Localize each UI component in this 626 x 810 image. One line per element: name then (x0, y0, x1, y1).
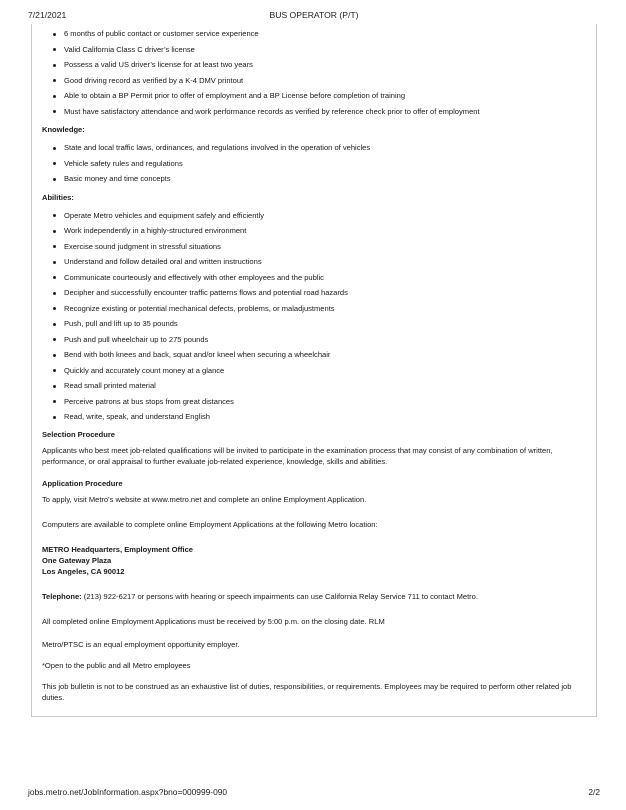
list-item: Exercise sound judgment in stressful situations (64, 239, 582, 255)
list-item: State and local traffic laws, ordinances, and regulations involved in the operation of vehicles (64, 140, 582, 156)
job-bulletin-content (31, 24, 597, 717)
apply-instructions: To apply, visit Metro's website at www.metro.net and complete an online Employment Application. (42, 494, 367, 504)
application-procedure-heading: Application Procedure (42, 478, 123, 488)
list-item: Bend with both knees and back, squat and/or kneel when securing a wheelchair (64, 347, 582, 363)
telephone-text: (213) 922-6217 or persons with hearing or speech impairments can use California Relay Service 711 to contact Metro. (81, 591, 478, 601)
list-item: Possess a valid US driver’s license for at least two years (64, 57, 582, 73)
list-item: Quickly and accurately count money at a glance (64, 363, 582, 379)
list-item: Vehicle safety rules and regulations (64, 156, 582, 172)
address-line: METRO Headquarters, Employment Office (42, 544, 193, 554)
job-bulletin-body (42, 24, 582, 713)
page-number: 2/2 (588, 787, 600, 797)
list-item: Read small printed material (64, 378, 582, 394)
list-item: Perceive patrons at bus stops from great distances (64, 394, 582, 410)
abilities-heading: Abilities: (42, 192, 74, 202)
qualifications-list (42, 26, 582, 119)
print-date: 7/21/2021 (28, 10, 67, 20)
telephone-label: Telephone: (42, 591, 82, 601)
list-item: Communicate courteously and effectively with other employees and the public (64, 270, 582, 286)
list-item: Recognize existing or potential mechanical defects, problems, or maladjustments (64, 301, 582, 317)
page-url: jobs.metro.net/JobInformation.aspx?bno=000999-090 (28, 787, 228, 797)
deadline-text: All completed online Employment Applications must be received by 5:00 p.m. on the closing date. RLM (42, 616, 385, 626)
disclaimer-text: This job bulletin is not to be construed as an exhaustive list of duties, responsibilities, or requirements. Employees may be required to perform other related job duties. (42, 681, 572, 702)
list-item: 6 months of public contact or customer service experience (64, 26, 582, 42)
page-title: BUS OPERATOR (P/T) (269, 10, 359, 20)
list-item: Push, pull and lift up to 35 pounds (64, 316, 582, 332)
selection-procedure-heading: Selection Procedure (42, 429, 115, 439)
list-item: Read, write, speak, and understand English (64, 409, 582, 425)
list-item: Must have satisfactory attendance and work performance records as verified by reference check prior to offer of employment (64, 104, 582, 120)
list-item: Work independently in a highly-structured environment (64, 223, 582, 239)
print-footer (28, 787, 600, 799)
address-line: Los Angeles, CA 90012 (42, 566, 125, 576)
list-item: Good driving record as verified by a K-4 DMV printout (64, 73, 582, 89)
eeo-text: Metro/PTSC is an equal employment opportunity employer. (42, 639, 240, 649)
list-item: Decipher and successfully encounter traffic patterns flows and potential road hazards (64, 285, 582, 301)
list-item: Operate Metro vehicles and equipment safely and efficiently (64, 208, 582, 224)
list-item: Push and pull wheelchair up to 275 pounds (64, 332, 582, 348)
list-item: Able to obtain a BP Permit prior to offer of employment and a BP License before completion of training (64, 88, 582, 104)
list-item: Basic money and time concepts (64, 171, 582, 187)
telephone-info (42, 591, 582, 602)
list-item: Understand and follow detailed oral and written instructions (64, 254, 582, 270)
open-to-text: *Open to the public and all Metro employees (42, 660, 191, 670)
address-line: One Gateway Plaza (42, 555, 112, 565)
knowledge-list (42, 140, 582, 187)
office-address (42, 544, 582, 577)
knowledge-heading: Knowledge: (42, 125, 85, 134)
print-header (28, 10, 600, 24)
computers-available-text: Computers are available to complete online Employment Applications at the following Metro location: (42, 519, 378, 529)
abilities-list (42, 208, 582, 425)
list-item: Valid California Class C driver’s license (64, 42, 582, 58)
selection-procedure-text: Applicants who best meet job-related qualifications will be invited to participate in the examination process that may consist of any combination of written, performance, or oral appraisal to further evaluate job-related experience, knowledge, skills and abilities. (42, 445, 553, 466)
